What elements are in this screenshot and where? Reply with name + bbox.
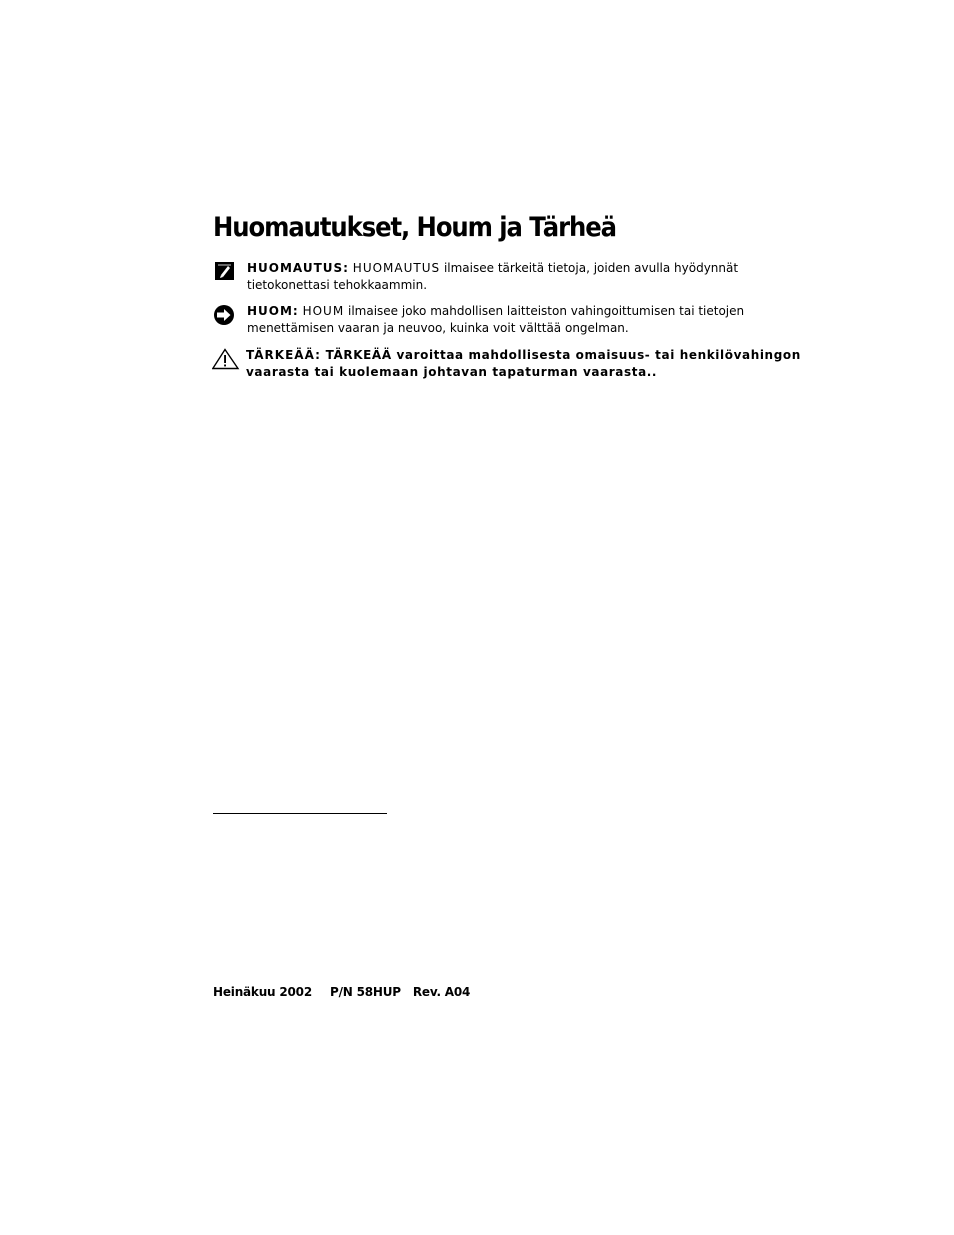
note-label: HUOMAUTUS: — [247, 261, 349, 275]
notice-text — [247, 303, 812, 337]
page-title: Huomautukset, Houm ja Tärheä — [213, 212, 616, 243]
footer-date: Heinäkuu 2002 — [213, 985, 312, 999]
notice-body: ilmaisee joko mahdollisen laitteiston vahingoittumisen tai tietojen menettämisen vaaran ja neuvoo, kuinka voit välttää ongelman. — [247, 304, 745, 335]
notice-arrow-icon — [212, 304, 236, 326]
notice-keyword: HOUM — [302, 304, 345, 318]
notice-label: HUOM: — [247, 304, 299, 318]
note-pencil-icon — [212, 261, 236, 283]
warning-triangle-icon — [212, 348, 236, 370]
footer-part-number: P/N 58HUP — [329, 985, 401, 999]
caution-label: TÄRKEÄÄ: — [246, 348, 321, 362]
caution-body: TÄRKEÄÄ varoittaa mahdollisesta omaisuus- tai henkilövahingon vaarasta tai kuolemaan johtavan tapaturman vaarasta.. — [246, 348, 801, 379]
footer — [213, 985, 484, 999]
footer-divider — [213, 813, 387, 814]
footer-revision: Rev. A04 — [412, 985, 471, 999]
note-keyword: HUOMAUTUS — [352, 261, 441, 275]
note-body: ilmaisee tärkeitä tietoja, joiden avulla hyödynnät tietokonettasi tehokkaammin. — [247, 261, 739, 292]
note-notice — [212, 260, 812, 294]
note-text — [247, 260, 812, 294]
caution-notice — [212, 347, 812, 381]
notice-notice — [212, 303, 812, 337]
caution-text — [246, 347, 812, 381]
